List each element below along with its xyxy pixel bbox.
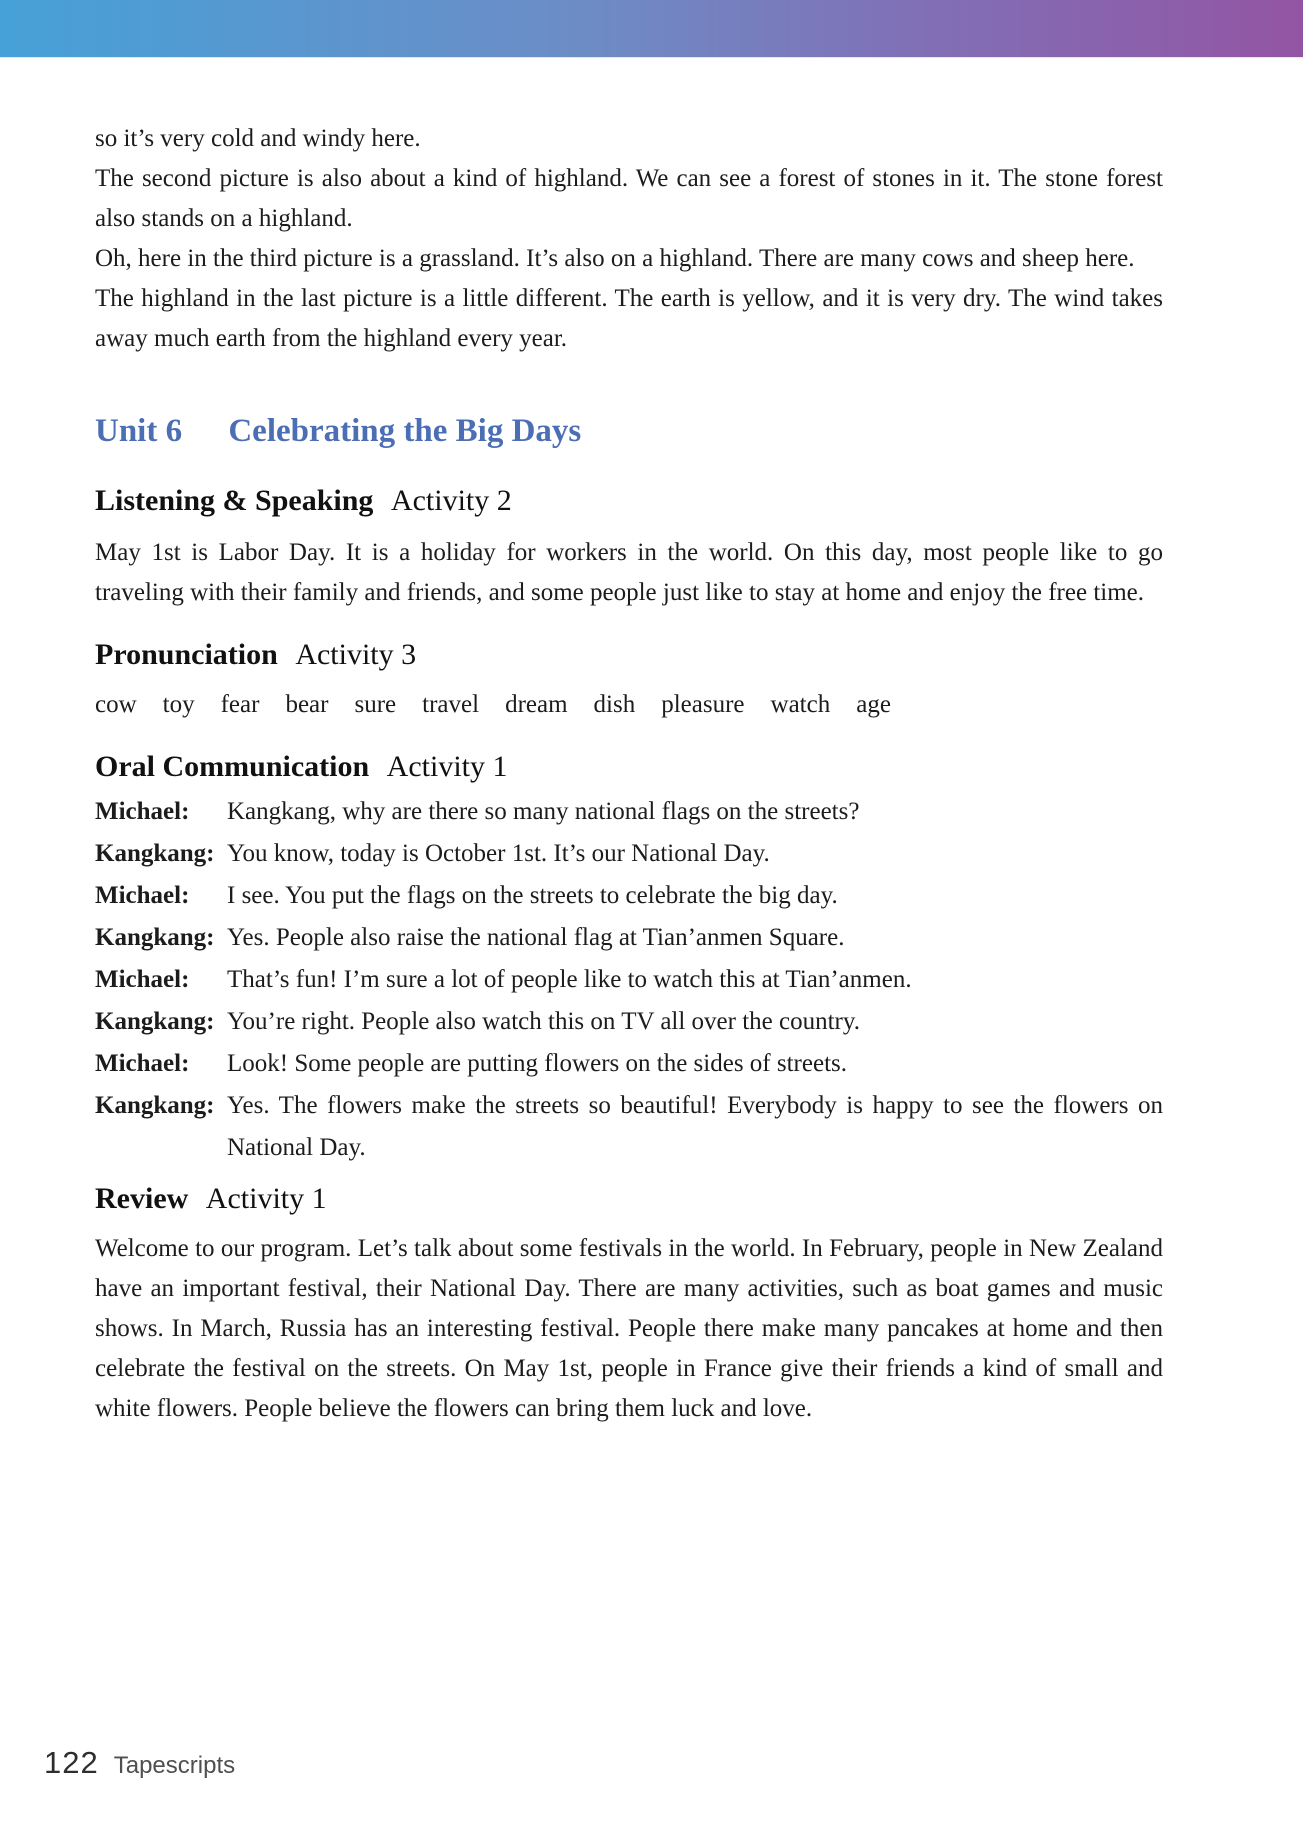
footer-section-label: Tapescripts	[113, 1752, 236, 1779]
page-footer	[44, 1745, 235, 1781]
intro-paragraph: Oh, here in the third picture is a grassland. It’s also on a highland. There are many cows and sheep here.	[95, 245, 1135, 272]
speech-text: You’re right. People also watch this on TV all over the country.	[227, 1008, 861, 1035]
word-item: sure	[354, 691, 397, 718]
dialogue-block	[95, 791, 1163, 1169]
dialogue-row	[95, 1043, 1163, 1085]
dialogue-row	[95, 1085, 1163, 1169]
activity-label: Activity 3	[295, 638, 417, 671]
activity-label: Activity 1	[386, 750, 508, 783]
speaker-label: Michael:	[95, 798, 190, 825]
speaker-label: Kangkang:	[95, 924, 215, 951]
page-content	[95, 57, 1163, 1429]
speaker-label: Kangkang:	[95, 1092, 215, 1119]
speech-text: Yes. People also raise the national flag at Tian’anmen Square.	[227, 924, 845, 951]
speech-text: Look! Some people are putting flowers on the sides of streets.	[227, 1050, 847, 1077]
section-name: Pronunciation	[95, 638, 278, 671]
dialogue-row	[95, 959, 1163, 1001]
review-paragraph: Welcome to our program. Let’s talk about some festivals in the world. In February, people in New Zealand have an important festival, their National Day. There are many activities, such as boat games and music shows. In March, Russia has an interesting festival. People there make many pancakes at home and then celebrate the festival on the streets. On May 1st, people in France give their friends a kind of small and white flowers. People believe the flowers can bring them luck and love.	[95, 1235, 1163, 1422]
unit-heading	[95, 411, 1163, 451]
section-name: Review	[95, 1182, 189, 1215]
speaker-label: Kangkang:	[95, 840, 215, 867]
word-item: dream	[505, 691, 568, 718]
word-item: age	[856, 691, 891, 718]
review-heading	[95, 1179, 1163, 1219]
speaker-label: Michael:	[95, 1050, 190, 1077]
speech-text: That’s fun! I’m sure a lot of people like to watch this at Tian’anmen.	[227, 966, 912, 993]
dialogue-row	[95, 1001, 1163, 1043]
intro-paragraph: The highland in the last picture is a little different. The earth is yellow, and it is very dry. The wind takes away much earth from the highland every year.	[95, 285, 1163, 352]
word-item: bear	[285, 691, 329, 718]
dialogue-row	[95, 833, 1163, 875]
word-item: toy	[162, 691, 195, 718]
speaker-label: Michael:	[95, 882, 190, 909]
dialogue-row	[95, 917, 1163, 959]
speaker-label: Michael:	[95, 966, 190, 993]
activity-label: Activity 2	[390, 484, 512, 517]
listening-paragraph: May 1st is Labor Day. It is a holiday for workers in the world. On this day, most people like to go traveling with their family and friends, and some people just like to stay at home and enjoy the free time.	[95, 539, 1163, 606]
section-name: Oral Communication	[95, 750, 370, 783]
listening-speaking-heading	[95, 481, 1163, 521]
speech-text: Kangkang, why are there so many national flags on the streets?	[227, 798, 860, 825]
word-item: cow	[95, 691, 137, 718]
activity-label: Activity 1	[205, 1182, 327, 1215]
dialogue-row	[95, 791, 1163, 833]
word-item: travel	[422, 691, 480, 718]
pronunciation-heading	[95, 635, 1163, 675]
oral-communication-heading	[95, 747, 1163, 787]
speech-text: Yes. The flowers make the streets so beautiful! Everybody is happy to see the flowers on National Day.	[227, 1092, 1163, 1161]
unit-label: Unit 6	[95, 413, 183, 449]
header-gradient-bar	[0, 0, 1303, 58]
word-item: watch	[770, 691, 831, 718]
speech-text: I see. You put the flags on the streets to celebrate the big day.	[227, 882, 838, 909]
word-item: fear	[220, 691, 260, 718]
section-name: Listening & Speaking	[95, 484, 374, 517]
intro-paragraph: The second picture is also about a kind of highland. We can see a forest of stones in it. The stone forest also stands on a highland.	[95, 165, 1163, 232]
speech-text: You know, today is October 1st. It’s our National Day.	[227, 840, 770, 867]
intro-paragraph: so it’s very cold and windy here.	[95, 125, 421, 152]
dialogue-row	[95, 875, 1163, 917]
page-number: 122	[44, 1745, 99, 1780]
speaker-label: Kangkang:	[95, 1008, 215, 1035]
unit-title: Celebrating the Big Days	[228, 413, 582, 449]
pronunciation-word-list	[95, 685, 1163, 725]
word-item: dish	[593, 691, 636, 718]
word-item: pleasure	[661, 691, 745, 718]
